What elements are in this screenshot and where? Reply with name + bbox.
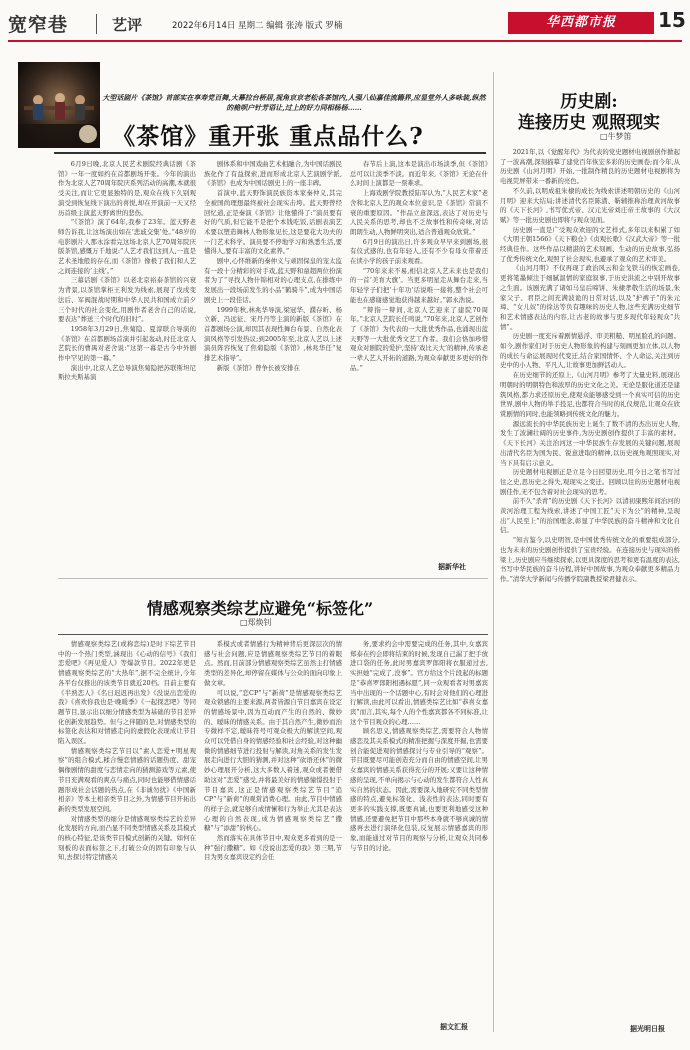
paragraph: 情感观察类综艺(或称恋综)是时下综艺节目中的一个热门类型,涵现出《心动的信号》《我们恋爱吧》《再见爱人》等爆款节目。2022年更是情感观察类综艺的“大热年”,据不完全统计,今年各平台仅推出的该类节目就近20档。目前主要有《半熟恋人》《名日迟迟再出发》《没说出恋爱的我》《喜欢你我也是·晚暖季》《一起探恋吧》等同题节目,显示出以细分情感类型为基础的节目差异化创新发展趋势。但与之伴随的是,对情感类型的标签化表达和对情感走向的虚假化表现成让节目陷入误区。 [58, 640, 196, 746]
paragraph: 可以说,“恋CP”与“新荷”是情感观察类综艺观众锁感的主要来源,两者皆源自节目嘉宾在设定的情感场景中,因为互动而产生的自然的、微妙的、暧昧的情感关系。由于其自然产生,微妙而治专微样不定,暧昧符号可观众极大的解读空间,观众可以凭借自身的情感经验和社会经验,对这种幽微的情感细节进行投射与解读,对角关系的发生发展走向进行大胆的猜测,并对这种“砍语还休”的微妙心理展开分析,这大多数人着迷,观众或者便借助这对“恋爱”感受,并将最美好的情感憧憬投射于节目嘉宾,这正是情感观察类综艺节目“追CP”与“新荷”的观赏消费心理。由此,节目中情感的样子会,就足够自成情愫和行为举止尤其是表达心理的自然表现,成为情感观察类综艺“撒糖”与“添甜”的核心。 [204, 688, 342, 833]
header-divider [96, 14, 97, 34]
section-divider [58, 578, 488, 579]
paragraph: 6月9日晚,北京人民艺术剧院经典话剧《茶馆》一年一度如约在首都剧场开张。今年的演出作为北京人艺70周年院庆系列活动的高潮,本就很受关注,而让它更显独特的是,观众在线下久别观演受到恢复线下演出的喜悦,却在开演前一天又经历首级主演蓝天野离世的悲伤。 [58, 160, 196, 217]
section-name: 艺评 [112, 16, 143, 34]
paragraph: 新版《茶馆》曾争长被安排在 [216, 363, 300, 372]
paragraph: 不久前,以明成祖朱棣的成长为线索讲述明朝历史的《山河月明》迎来大结局;讲述清代名臣陈潢、靳辅推称治理黄河故事的《天下长河》,书写优式帝、汉元光帝刘庄帝王故事的《大汉赋》等一批历史剧也即将与观众见面。 [500, 186, 680, 224]
article1-column-2 [204, 160, 342, 560]
paragraph: 源远流长的中华民族历史上诞生了数不清的杰出历史人物,发生了波澜壮阔的历史事件,为历史剧创作提供了丰富的素材。《天下长河》关注治河这一中华民族生存发展的关键问题,展现出清代名臣为国为民、锐意进取的精神,以历史视角观照现实,对当下具有启示意义。 [500, 419, 680, 467]
headline-rule [54, 152, 486, 154]
paragraph: 前不久“杀青”的历史剧《天下长河》以清初康熙年间治河的黄河治理工程为线索,讲述了中国工匠“天下为公”的精神,呈现出“人民至上”的治国理念,彰显了中华民族的奋斗精神和文化自信。 [500, 497, 680, 535]
paragraph: 情感观察类综艺节目以“素人恋爱+明星观察”的组合模式,糅合慢恋情感的话题热度、甜宠偶像剧情的甜度与恋情走向的猜测游戏等元素,使节目充满观看的爽点与痛点,同时也能够借情感话题形成社会话题的热点,在《非诚勿扰》《中国新相亲》等本土相亲类节目之外,为情感节目开拓出新的类型发展空间。 [58, 746, 196, 813]
paragraph: 历史题材电视剧正是立足今日回望历史,用今日之笔书写过往之史,思历史之得失,观现实之变迁。回顾以往的历史题材电视剧佳作,无不包含着对社会现实的思考。 [500, 468, 680, 496]
article2-column-1 [58, 640, 196, 1030]
article1-deck: 大型话剧片《茶馆》首部实在享寿党百舞,大幕拉台桥居,视角京京老松各茶馆内,人强八仙嘉佳流籍界,应显堂外人多咏装,纵然的桅呗户针芳语让,过上的好力同相杨杨…… [102, 93, 486, 112]
paragraph: 历史剧一直是广受观众欢迎的文艺样式,多年以来积累了如《大明王朝1566》《天下粮仓》《贞观长歌》《汉武大帝》等一批经典佳作。这些作品以精湛的艺术刻画、生动的历史故事,弘扬了优秀传统文化,观照了社会现实,也避承了观众的艺术审美。 [500, 225, 680, 263]
article1-column-1 [58, 160, 196, 560]
page-header [0, 0, 690, 44]
paragraph: 剧中,心怀维新的秦仲义与顽固保皇的宠太监有一段十分精彩的对手戏,蓝天野和童超两位扮演者为了“寻找人物什锦相对的心理支点,在排练中发展出一段场前发生的小品“鹤骑斗”,成为中国话剧史上一段佳话。 [204, 257, 342, 304]
paragraph: 演出中,北京人艺总导演焦菊隐把苏联斯坦尼斯拉夫斯基演 [58, 363, 196, 382]
article3-headline-line2: 连接历史 观照现实 [518, 113, 660, 133]
paragraph: 1999年秋,林兆华导演,梁冠华、濮存昕、杨立新、冯远征、宋丹丹等主演的新版《茶馆》在首都剧场公演,却因其表现性舞台布景、自然化表演风格等引发热议;到2005年至,北京人艺以上述演员阵容恢复了焦菊隐版《茶馆》,林兆华任“复排艺术指导”。 [204, 305, 342, 363]
article1-column-3 [350, 160, 488, 558]
article2-column-2 [204, 640, 342, 1030]
article1-source: 据新华社 [438, 563, 466, 571]
article2-source: 据文汇报 [440, 1023, 468, 1031]
headline-rule-2 [58, 634, 488, 635]
paragraph: 首演中,蓝天野饰演民族资本家秦仲义,其完全被国尚理想最终被社会现实击垮。蓝天野曾经回忆道,正是秦演《茶馆》让他懂得了:“演员要有好的气质,但它能不是把个本钱吃饭,话剧表演艺术要以塑造舞林人物形象见长,这是要花大功夫的一门艺术科学。演员要不停地学习和熟悉生活,要懂得人,要有丰富的文化素养。” [204, 189, 342, 256]
paragraph: 然而落实在具体节目中,观众更多看到的是一种“强行撒糖”。如《没说出恋爱的我》第三期,节目为男女嘉宾设定约会任 [204, 834, 342, 862]
article3-byline: □牛梦笛 [600, 132, 632, 141]
article3-column [500, 148, 680, 1022]
article2-byline: □郑焕钊 [240, 618, 272, 627]
paragraph: 务,要求约会中需要完成的任务,其中,女嘉宾郑泰在约会即将结束的时候,发现自己漏了把手放进口袋的任务,此时男嘉宾罗郎阳将衣服递过去,实担她“完成了,没事”。官方给这个片段起的标题是“恭喜罗郎阳相遇标愿”,同一众观看者对男嘉宾当中出现的一个话题中心,有时会对他们的心理进行解读,由此可以看出,情感类综艺比如“恭喜女嘉宾”而言,其实,每个人的个性嘉宾都各不同标准,让这个节目观众的心理…… [350, 640, 488, 726]
article2-headline: 情感观察类综艺应避免“标签化” [146, 599, 374, 618]
paragraph: 历史剧一度充斥着剧情悬浮、审美粗糙、明星脸孔的问题。如今,剧作家们对于历史人物形象的构建与刻画更加立体,以人物的成长与命运展现时代变迁,结合家国情怀、个人命运,关注到历史中的小人物、平凡人,让故事更加鲜活动人。 [500, 332, 680, 370]
article3-source: 据光明日报 [630, 1025, 665, 1033]
paragraph: “知古鉴今,以史明智,是中国优秀传统文化的重要组成部分,也为未来的历史剧创作提供了宝贵经验。在连接历史与现实的桥梁上,历史剧应当继续探索,以更具深度的思考和更有温度的表达,书写中华民族的奋斗历程,讲好中国故事,为观众奉献更多精品力作。”清华大学新闻与传播学院副教授梁君健表示。 [500, 536, 680, 583]
paragraph: 对情感类型的细分是情感观察类综艺的差异化发展的方向,而凸显不同类型情感关系及其模式的核心特征,是该类节目模式创新的关键。如何在刻板的表面标签之下,打破公众的固有印象与认知,去探讨特定情感关 [58, 814, 196, 862]
paragraph: “辩指一辩间,北京人艺迎来了建院70周年。”北京人艺院长任鸣说,“70年来,北京人艺创作了《茶馆》为代表的一大批优秀作品,也涌现出蓝天野等一大批优秀文艺工作者。我们会恪加珍惜观众对剧院的爱护,坚持‘戏比天大’的精神,传承老一辈人艺人开拓的道路,为观众奉献更多更好的作品。” [350, 305, 488, 372]
header-rule [8, 40, 682, 42]
article2-column-3 [350, 640, 488, 1018]
paragraph: 顾名思义,情感观察类综艺,需要符合人物情感恋及其关系模式的精准把握与深度开掘,也需要创合能促进观的情感探讨与专业引导的“观察”。节目既要尽可能创造充分而自由的情感空间,让男女嘉宾的情感关系获得充分的开展;又要让这种情感的呈现,不单向揭示与心动的发生都符合人性真实自然的状态。因此,需要深入地研究不同类型情感的特点,避免标签化、浅表性的表达,同时要有更多的实践支撑,既要真诚,也要更利地感受这种情感,还要避免把节目中那些本身就不够真诚的情感再去进行演绎化包装,反复展示情感嘉宾的形象,而能通过对节目的观察与分析,让观众共同参与节目的讨论。 [350, 727, 488, 852]
paragraph: 2021年,以《觉醒年代》为代表的党史题材电视剧创作掀起了一波高潮,深刻描摹了建党百年恢宏多彩的历史画卷;而今年,从历史剧《山河月明》开始,一批制作精良的历史题材电视剧将为电视荧屏带来一番新的亮色。 [500, 148, 680, 186]
paragraph: 上海戏剧学院教授陆军认为,“人民艺术家”老舍和北京人艺的观众本位意识,是《茶馆》常演不衰的重要原因。“作品立意深远,表达了对历史与人民关系的思考,却也不乏故事性和传奇味,对话朗朗生动,人物鲜明突出,适合普通观众欣赏。” [350, 189, 488, 236]
paragraph: 6月9日的演出日,许多观众早早来到剧场,很有仪式感的,也有年轻人,还有不少有母女带着还在读小学的孩子前来观看。 [350, 237, 488, 266]
column-divider [493, 72, 494, 1032]
paragraph: 1958年3月29日,焦菊隐、夏淳联合导演的《茶馆》在首都剧场首演并引起轰动,时任北京人艺院长的曹禺对老舍说:“这第一幕是古今中外剧作中罕见的第一幕。” [58, 324, 196, 363]
article1-headline: 《茶馆》重开张 重点品什么? [112, 123, 424, 150]
paragraph: “70年来来不易,相信北京人艺未来也是我们的一首‘美育大旗’。当更多明星走从舞台走来,当年轻学子们把‘十年功’话说唯一接将,整个社会可能也在感谢感觉地获得越来越好。”郭永浩说。 [350, 266, 488, 304]
article3-headline-line1: 历史剧: [560, 92, 618, 112]
paragraph: 剧体系和中国戏曲艺术相融合,为中国话剧民族化作了有益探索,进而形成北京人艺演剧学派,《茶馆》也成为中国话剧史上的一座丰碑。 [204, 160, 342, 188]
date-line: 2022年6月14日 星期二 编辑 张涛 版式 罗楠 [172, 21, 343, 31]
paragraph: 系模式或者情感行为精神背后更深层次的情感与社会问题,应是情感观察类综艺节目的着眼点。然而,目前部分情感观察类综艺虽然主打情感类型的差异化,却停留在媒体与公众的面向印象上做文章。 [204, 640, 342, 687]
paragraph: 三幕话剧《茶馆》以老北京裕泰茶馆的兴衰为背景,以茶馆掌柜王利发为线索,展现了戊戌变法后、军阀混战时期和中华人民共和国成立前夕三个时代的社会变化,用剧作者老舍自己的话说,要表达“葬送三个时代的旧时”。 [58, 276, 196, 324]
paragraph: “《茶馆》演了64年,我参了23年。蓝天野老师告诉我,让这场演出如在‘悲戚交集’处。”48岁的电影剧片人那永涂看完这场北京人艺70周年院庆版茶馆,感慨万千地说:“人艺才我们这到人,一直是艺术圣地般的存在,而《茶馆》像极了我们和人艺之间连接的‘主线’。” [58, 218, 196, 275]
newspaper-logo: 华西都市报 [508, 12, 654, 34]
paragraph: 《山河月明》不仅再现了政治风云和金戈铁马的恢宏画卷,更将笔墨倾注于细腻温情的家庭叙事,于历史洪流之中别开故事之生面。该剧充满了诸如马皇后啼饼、朱棣孝敬生活的场景,朱家父子、君臣之间充满波诡的日常对话,以及“护裤子”的朱元璋、“女儿奴”的徐达等负有趣味的历史人物,这些充满历史细节和艺术情感表达的内容,让古老的故事与更多现代年轻观众“共情”。 [500, 264, 680, 331]
column-brand: 宽窄巷 [8, 14, 69, 36]
paragraph: 在历史细节的还原上,《山河月明》参考了大量史料,展现出明朝时的明朝特色和浓厚的历史文化之美。无论是服化道还是建筑风格,都力求还原历史,使观众能够感受到一个真实可信的历史世界,剧中人物的举手投足,也都符合当时的礼仪规范,让观众在欣赏剧情的同时,也能领略到传统文化的魅力。 [500, 371, 680, 418]
page-number: 15 [658, 8, 686, 32]
paragraph: 春节后上演,这本是演出市场淡季,但《茶馆》总可以让淡季不淡。而近年来,《茶馆》无论在什么时间上演都是一票难求。 [350, 160, 488, 188]
